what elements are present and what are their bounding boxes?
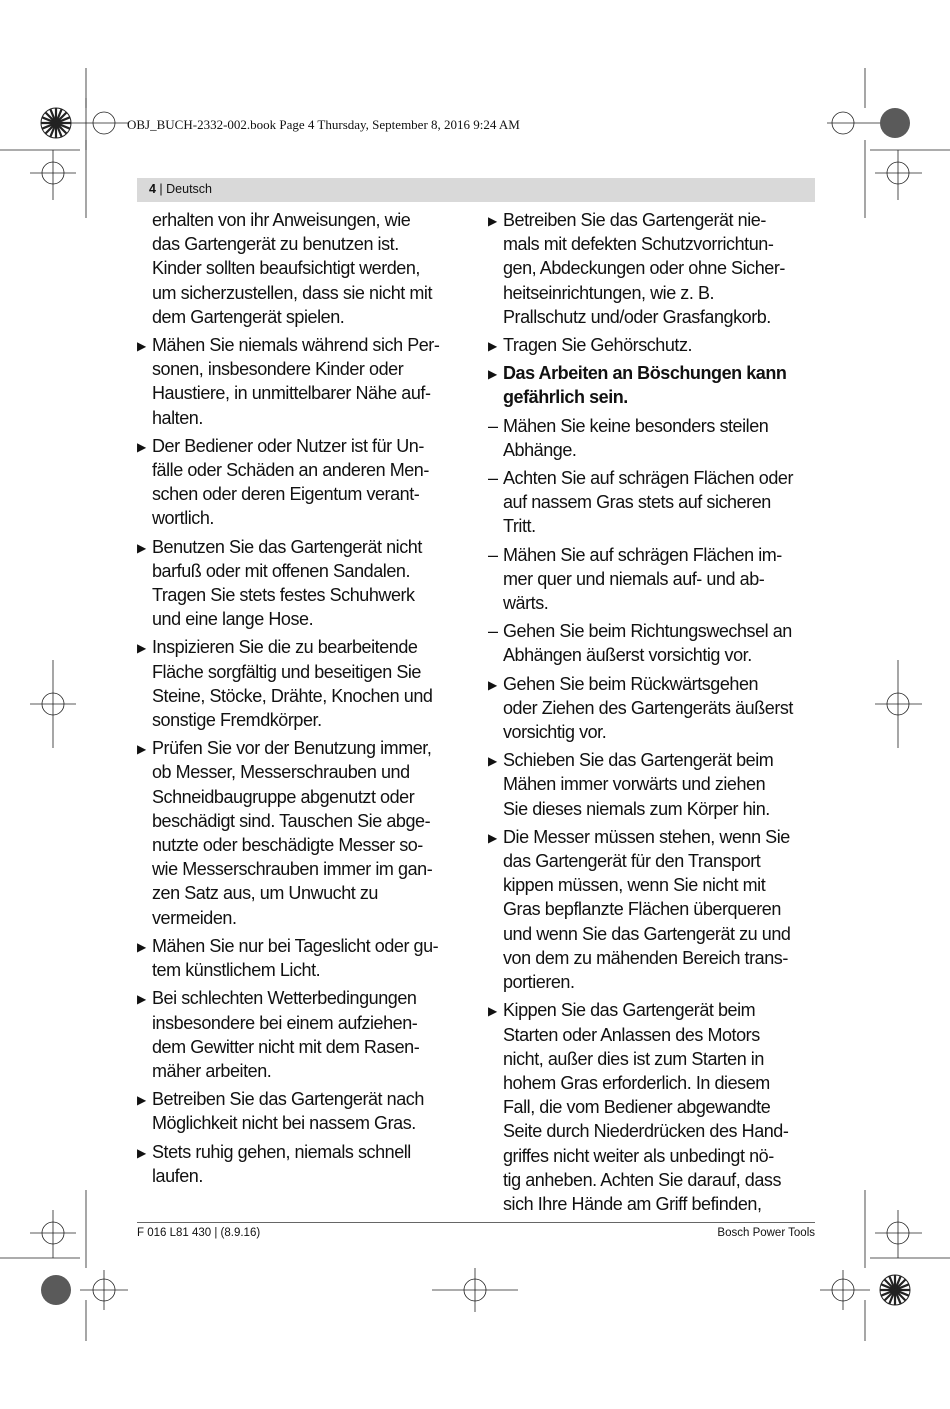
list-item-text: [503, 333, 818, 357]
triangle-bullet-icon: ▶: [488, 830, 497, 845]
text-line: sonstige Fremdkörper.: [152, 710, 322, 731]
text-line: wie Messerschrauben immer im gan-: [152, 859, 433, 880]
bullet-list-item: [137, 986, 467, 1083]
text-line: Möglichkeit nicht bei nassem Gras.: [152, 1113, 416, 1134]
page-header: [137, 178, 815, 202]
text-line: mäher arbeiten.: [152, 1060, 272, 1081]
triangle-bullet-icon: ▶: [137, 339, 146, 354]
list-item-text: [503, 998, 818, 1216]
text-line: nicht, außer dies ist zum Starten in: [503, 1048, 764, 1069]
text-line: Gras bepflanzte Flächen überqueren: [503, 899, 781, 920]
text-line: Inspizieren Sie die zu bearbeitende: [152, 637, 418, 658]
text-line: erhalten von ihr Anweisungen, wie: [152, 210, 411, 230]
text-line: sich Ihre Hände am Griff befinden,: [503, 1193, 762, 1214]
triangle-bullet-icon: ▶: [137, 1145, 146, 1160]
dash-marker: –: [488, 415, 498, 436]
header-language: Deutsch: [166, 182, 213, 196]
bullet-list-item: [137, 434, 467, 531]
header-separator: |: [155, 182, 167, 196]
left-safety-list: [137, 333, 467, 1188]
text-line: Prüfen Sie vor der Benutzung immer,: [152, 738, 432, 759]
footer-rule: [137, 1222, 815, 1223]
triangle-bullet-icon: ▶: [137, 439, 146, 454]
registration-target-left-lower: [30, 1210, 76, 1258]
text-line: und eine lange Hose.: [152, 609, 314, 630]
text-line: Sie dieses niemals zum Körper hin.: [503, 798, 770, 819]
registration-target-left-mid: [30, 660, 76, 748]
list-item-text: [503, 414, 818, 462]
list-item-text: [503, 672, 818, 745]
list-item-text: [152, 635, 467, 732]
print-info-line: OBJ_BUCH-2332-002.book Page 4 Thursday, September 8, 2016 9:24 AM: [127, 117, 520, 132]
list-item-text: [152, 1087, 467, 1135]
list-item-text: [152, 736, 467, 930]
text-line: Tragen Sie stets festes Schuhwerk: [152, 585, 415, 606]
text-line: mals mit defekten Schutzvorrichtun-: [503, 234, 774, 255]
text-line: schen oder deren Eigentum verant-: [152, 484, 420, 505]
text-line: Kippen Sie das Gartengerät beim: [503, 1000, 756, 1021]
list-item-text: [152, 986, 467, 1083]
page-number: 4: [149, 182, 156, 196]
triangle-bullet-icon: ▶: [488, 677, 497, 692]
text-line: Achten Sie auf schrägen Flächen oder: [503, 468, 793, 489]
text-line: auf nassem Gras stets auf sicheren: [503, 492, 771, 513]
text-line: Betreiben Sie das Gartengerät nach: [152, 1089, 424, 1110]
list-item-text: [503, 466, 818, 539]
text-line: nutzte oder beschädigte Messer so-: [152, 835, 423, 856]
triangle-bullet-icon: ▶: [488, 754, 497, 769]
text-line: kippen müssen, wenn Sie nicht mit: [503, 875, 766, 896]
text-line: sonen, insbesondere Kinder oder: [152, 359, 404, 380]
text-line: Prallschutz und/oder Grasfangkorb.: [503, 306, 771, 327]
left-column: [137, 208, 467, 1192]
registration-target-right-lower: [875, 1210, 922, 1258]
text-line: Starten oder Anlassen des Motors: [503, 1024, 760, 1045]
text-line: fälle oder Schäden an anderen Men-: [152, 460, 429, 481]
text-line: Bei schlechten Wetterbedingungen: [152, 988, 417, 1009]
text-line: von dem zu mähenden Bereich trans-: [503, 947, 788, 968]
text-line: Schieben Sie das Gartengerät beim: [503, 750, 774, 771]
bullet-list-item: [137, 736, 467, 930]
dash-marker: –: [488, 544, 498, 565]
triangle-bullet-icon: ▶: [137, 641, 146, 656]
text-line: Der Bediener oder Nutzer ist für Un-: [152, 435, 424, 456]
registration-target-right-mid: [875, 660, 922, 748]
text-line: Mähen Sie keine besonders steilen: [503, 415, 769, 436]
registration-target-right-upper: [875, 150, 922, 200]
text-line: zen Satz aus, um Unwucht zu: [152, 883, 378, 904]
list-item-text: [152, 333, 467, 430]
bullet-list-item: [137, 934, 467, 982]
text-line: Mähen Sie nur bei Tageslicht oder gu-: [152, 935, 439, 956]
footer-document-number: F 016 L81 430 | (8.9.16): [137, 1227, 261, 1239]
text-line: Die Messer müssen stehen, wenn Sie: [503, 826, 790, 847]
text-line: um sicherzustellen, dass sie nicht mit: [152, 282, 433, 303]
dash-list-item: [488, 466, 818, 539]
registration-target-top-right: [827, 112, 880, 134]
text-line: Schneidbaugruppe abgenutzt oder: [152, 786, 415, 807]
registration-target-top-left: [70, 98, 128, 150]
text-line: portieren.: [503, 972, 575, 993]
list-item-text: [152, 434, 467, 531]
text-line: laufen.: [152, 1165, 203, 1186]
text-line: gen, Abdeckungen oder ohne Sicher-: [503, 258, 785, 279]
bullet-list-item: [488, 825, 818, 994]
right-column: [488, 208, 818, 1220]
triangle-bullet-icon: ▶: [137, 540, 146, 555]
text-line: tig anheben. Achten Sie darauf, dass: [503, 1169, 782, 1190]
text-line: hohem Gras erforderlich. In diesem: [503, 1072, 770, 1093]
list-item-text: [503, 825, 818, 994]
triangle-bullet-icon: ▶: [488, 1004, 497, 1019]
footer-brand: Bosch Power Tools: [717, 1227, 815, 1239]
dash-marker: –: [488, 621, 498, 642]
text-line: wärts.: [503, 593, 549, 614]
bullet-list-item: [137, 535, 467, 632]
bullet-list-item: [488, 333, 818, 357]
text-line: Tritt.: [503, 516, 536, 537]
dash-list-item: [488, 414, 818, 462]
text-line: und wenn Sie das Gartengerät zu und: [503, 923, 791, 944]
text-line: das Gartengerät für den Transport: [503, 851, 761, 872]
text-line: oder Ziehen des Gartengeräts äußerst: [503, 697, 793, 718]
text-line: Steine, Stöcke, Drähte, Knochen und: [152, 685, 433, 706]
star-target-top-left: [41, 108, 71, 138]
text-line: Seite durch Niederdrücken des Hand-: [503, 1121, 789, 1142]
triangle-bullet-icon: ▶: [137, 992, 146, 1007]
list-item-text: [152, 535, 467, 632]
bullet-list-item: [137, 635, 467, 732]
text-line: dem Gartengerät spielen.: [152, 306, 345, 327]
text-line: Mähen immer vorwärts und ziehen: [503, 774, 766, 795]
list-item-text: [503, 361, 818, 409]
list-item-text: [152, 934, 467, 982]
text-line: mer quer und niemals auf- und ab-: [503, 568, 765, 589]
text-line: Fläche sorgfältig und beseitigen Sie: [152, 661, 421, 682]
text-line: Betreiben Sie das Gartengerät nie-: [503, 210, 766, 230]
text-line: Gehen Sie beim Richtungswechsel an: [503, 621, 792, 642]
text-line: halten.: [152, 407, 203, 428]
list-item-text: [152, 1140, 467, 1188]
text-line: ob Messer, Messerschrauben und: [152, 762, 410, 783]
text-line: Haustiere, in unmittelbarer Nähe auf-: [152, 383, 431, 404]
text-line: Das Arbeiten an Böschungen kann: [503, 363, 787, 384]
dash-marker: –: [488, 468, 498, 489]
triangle-bullet-icon: ▶: [488, 367, 497, 382]
bullet-list-item: [137, 1087, 467, 1135]
text-line: heitseinrichtungen, wie z. B.: [503, 282, 715, 303]
dash-list-item: [488, 543, 818, 616]
text-line: Abhängen äußerst vorsichtig vor.: [503, 645, 752, 666]
bullet-list-item: [488, 361, 818, 409]
bullet-list-item: [488, 208, 818, 329]
triangle-bullet-icon: ▶: [137, 939, 146, 954]
text-line: dem Gewitter nicht mit dem Rasen-: [152, 1036, 420, 1057]
text-line: Benutzen Sie das Gartengerät nicht: [152, 536, 422, 557]
bullet-list-item: [488, 672, 818, 745]
triangle-bullet-icon: ▶: [488, 214, 497, 228]
text-line: insbesondere bei einem aufziehen-: [152, 1012, 418, 1033]
continuation-paragraph: [137, 208, 467, 329]
bullet-list-item: [137, 1140, 467, 1188]
list-item-text: [503, 543, 818, 616]
grey-dot-top-right: [880, 108, 910, 138]
text-line: barfuß oder mit offenen Sandalen.: [152, 560, 410, 581]
registration-target-left-upper: [30, 150, 76, 200]
registration-target-bottom-right: [820, 1270, 870, 1310]
registration-target-bottom-center: [432, 1268, 518, 1312]
grey-dot-bottom-left: [41, 1275, 71, 1305]
text-line: das Gartengerät zu benutzen ist.: [152, 234, 399, 255]
list-item-text: [503, 208, 818, 329]
text-line: Gehen Sie beim Rückwärtsgehen: [503, 673, 759, 694]
text-line: wortlich.: [152, 508, 214, 529]
list-item-text: [503, 619, 818, 667]
list-item-text: [503, 748, 818, 821]
text-line: Mähen Sie auf schrägen Flächen im-: [503, 544, 782, 565]
text-line: tem künstlichem Licht.: [152, 960, 321, 981]
registration-target-bottom-left: [80, 1270, 128, 1310]
text-line: Stets ruhig gehen, niemals schnell: [152, 1141, 411, 1162]
text-line: Tragen Sie Gehörschutz.: [503, 335, 693, 356]
bullet-list-item: [488, 998, 818, 1216]
text-line: vorsichtig vor.: [503, 722, 607, 743]
bullet-list-item: [488, 748, 818, 821]
bullet-list-item: [137, 333, 467, 430]
triangle-bullet-icon: ▶: [137, 1093, 146, 1108]
text-line: Abhänge.: [503, 439, 577, 460]
dash-list-item: [488, 619, 818, 667]
text-line: griffes nicht weiter als unbedingt nö-: [503, 1145, 774, 1166]
text-line: gefährlich sein.: [503, 387, 628, 408]
text-line: vermeiden.: [152, 907, 237, 928]
text-line: beschädigt sind. Tauschen Sie abge-: [152, 810, 431, 831]
text-line: Fall, die vom Bediener abgewandte: [503, 1097, 771, 1118]
right-safety-list: [488, 208, 818, 1216]
triangle-bullet-icon: ▶: [137, 742, 146, 757]
text-line: Mähen Sie niemals während sich Per-: [152, 335, 440, 356]
text-line: Kinder sollten beaufsichtigt werden,: [152, 258, 420, 279]
triangle-bullet-icon: ▶: [488, 339, 497, 354]
star-target-bottom-right: [880, 1275, 910, 1305]
page-header-text: [149, 182, 212, 196]
